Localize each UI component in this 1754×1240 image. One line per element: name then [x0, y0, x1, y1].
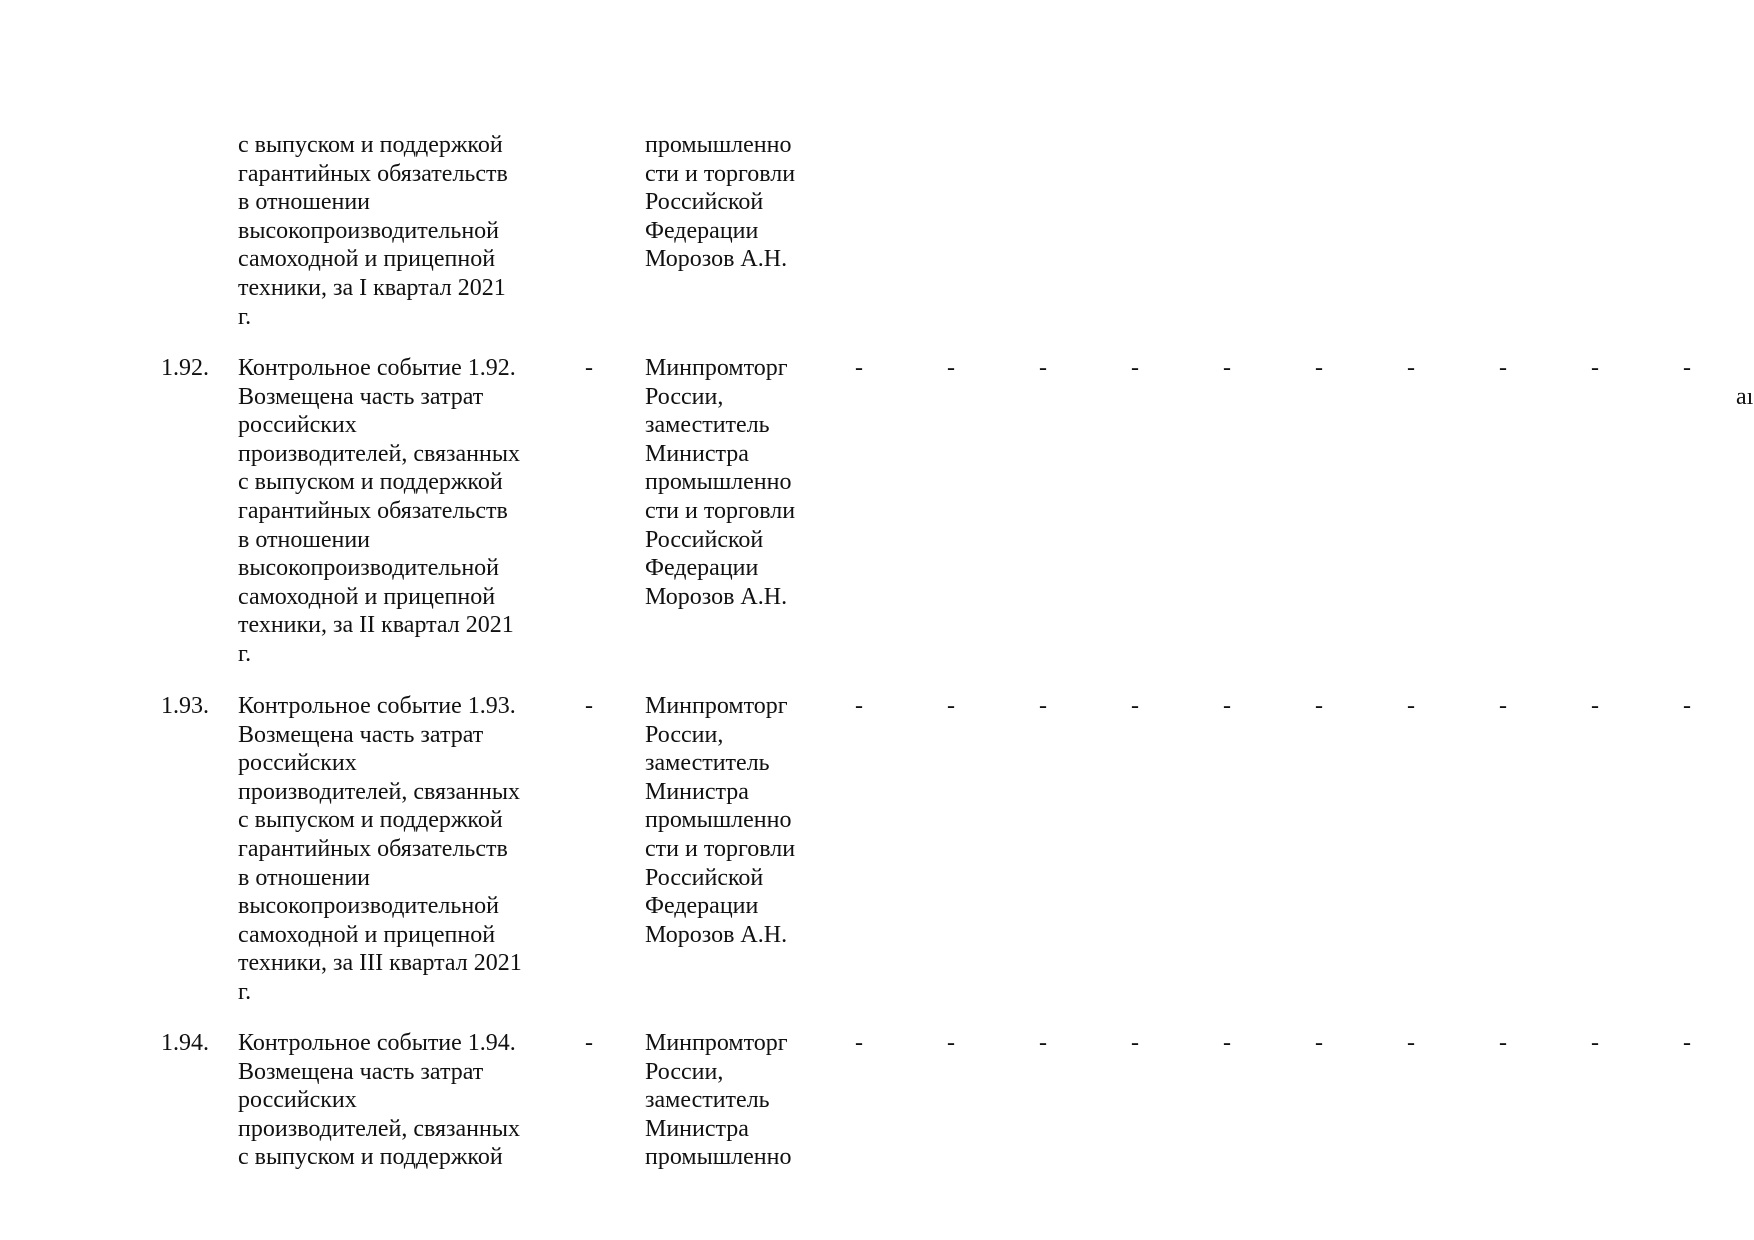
value-cell: - [855, 1030, 863, 1056]
value-cell: - [1131, 1030, 1139, 1056]
value-cell: - [585, 1030, 593, 1056]
row-number: 1.92. [161, 355, 209, 381]
value-cell: - [1223, 355, 1231, 381]
value-cell: - [1683, 355, 1691, 381]
value-cell: - [1223, 693, 1231, 719]
event-description: Контрольное событие 1.93. Возмещена часть затрат российских производителей, связанных с выпуском и поддержкой гарантийных обязательств в отношении высокопроизводительной самоходной и прицепной техники, за III квартал 2021 г. [238, 693, 522, 1005]
value-cell: - [1499, 1030, 1507, 1056]
value-cell: - [1407, 1030, 1415, 1056]
row-number: 1.94. [161, 1030, 209, 1056]
value-cell: - [1131, 355, 1139, 381]
event-description: с выпуском и поддержкой гарантийных обязательств в отношении высокопроизводительной самоходной и прицепной техники, за I квартал 2021 г. [238, 132, 508, 330]
value-cell: - [1683, 693, 1691, 719]
value-cell: - [1591, 1030, 1599, 1056]
value-cell: - [855, 355, 863, 381]
responsible-person: Минпромторг России, заместитель Министра промышленно [645, 1030, 792, 1171]
value-cell: - [1315, 693, 1323, 719]
value-cell: - [1591, 355, 1599, 381]
value-cell: - [1039, 355, 1047, 381]
value-cell: - [855, 693, 863, 719]
clipped-edge-text: аı [1736, 384, 1754, 410]
value-cell: - [1315, 355, 1323, 381]
value-cell: - [1591, 693, 1599, 719]
value-cell: - [947, 693, 955, 719]
value-cell: - [1131, 693, 1139, 719]
value-cell: - [1407, 693, 1415, 719]
event-description: Контрольное событие 1.92. Возмещена часть затрат российских производителей, связанных с выпуском и поддержкой гарантийных обязательств в отношении высокопроизводительной самоходной и прицепной техники, за II квартал 2021 г. [238, 355, 520, 667]
responsible-person: Минпромторг России, заместитель Министра промышленно сти и торговли Российской Федерации Морозов А.Н. [645, 693, 796, 948]
value-cell: - [1499, 693, 1507, 719]
value-cell: - [1039, 693, 1047, 719]
value-cell: - [1499, 355, 1507, 381]
value-cell: - [947, 1030, 955, 1056]
value-cell: - [585, 355, 593, 381]
value-cell: - [585, 693, 593, 719]
value-cell: - [1407, 355, 1415, 381]
value-cell: - [947, 355, 955, 381]
value-cell: - [1223, 1030, 1231, 1056]
value-cell: - [1039, 1030, 1047, 1056]
responsible-person: промышленно сти и торговли Российской Федерации Морозов А.Н. [645, 132, 796, 273]
event-description: Контрольное событие 1.94. Возмещена часть затрат российских производителей, связанных с выпуском и поддержкой [238, 1030, 520, 1171]
value-cell: - [1315, 1030, 1323, 1056]
responsible-person: Минпромторг России, заместитель Министра промышленно сти и торговли Российской Федерации Морозов А.Н. [645, 355, 796, 610]
row-number: 1.93. [161, 693, 209, 719]
value-cell: - [1683, 1030, 1691, 1056]
